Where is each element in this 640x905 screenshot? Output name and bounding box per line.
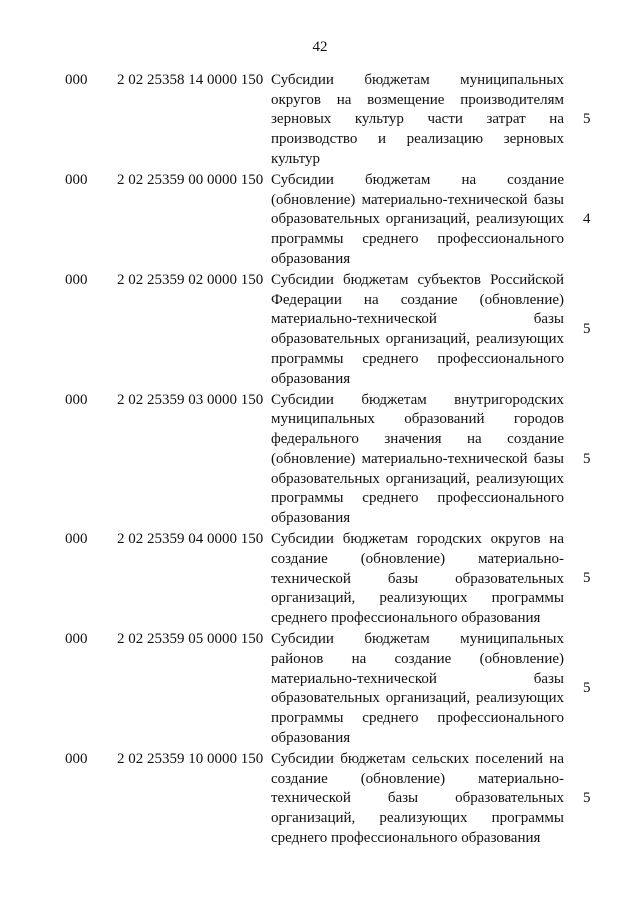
admin-code: 000 — [65, 72, 88, 88]
admin-code: 000 — [65, 750, 88, 767]
admin-code: 000 — [65, 631, 88, 648]
page-number: 42 — [312, 39, 328, 55]
amount-value: 5 — [583, 570, 591, 587]
amount-value: 5 — [583, 450, 591, 467]
income-description: Субсидии бюджетам на создание (обновление) материально-технической базы образовательных организаций, реализующих программы среднего профессионального образования — [271, 172, 564, 267]
table-row — [0, 530, 640, 629]
income-description: Субсидии бюджетам субъектов Российской Федерации на создание (обновление) материально-технической базы образовательных организаций, реализующих программы среднего профессионального образования — [271, 272, 564, 387]
budget-classification-code: 2 02 25359 03 0000 150 — [117, 391, 264, 408]
income-description: Субсидии бюджетам муниципальных округов на возмещение производителям зерновых культур части затрат на производство и реализацию зерновых культур — [271, 72, 564, 167]
budget-classification-code: 2 02 25359 10 0000 150 — [117, 750, 264, 767]
amount-value: 5 — [583, 680, 591, 697]
income-description: Субсидии бюджетам муниципальных районов на создание (обновление) материально-технической базы образовательных организаций, реализующих программы среднего профессионального образования — [271, 631, 564, 746]
amount-value: 5 — [583, 111, 591, 128]
admin-code: 000 — [65, 172, 88, 189]
income-description: Субсидии бюджетам внутригородских муниципальных образований городов федерального значения на создание (обновление) материально-технической базы образовательных организаций, реализующих программы среднего профессионального образования — [271, 391, 564, 526]
admin-code: 000 — [65, 391, 88, 408]
amount-value: 5 — [583, 790, 591, 807]
income-description: Субсидии бюджетам городских округов на создание (обновление) материально-технической базы образовательных организаций, реализующих программы среднего профессионального образования — [271, 531, 564, 626]
budget-classification-code: 2 02 25359 04 0000 150 — [117, 531, 264, 548]
budget-classification-code: 2 02 25359 02 0000 150 — [117, 272, 264, 289]
table-row — [0, 630, 640, 748]
budget-code-table — [0, 71, 640, 850]
income-description: Субсидии бюджетам сельских поселений на создание (обновление) материально-технической базы образовательных организаций, реализующих программы среднего профессионального образования — [271, 750, 564, 846]
budget-classification-code: 2 02 25358 14 0000 150 — [117, 72, 264, 88]
table-row — [0, 271, 640, 389]
admin-code: 000 — [65, 272, 88, 289]
amount-value: 4 — [583, 211, 591, 228]
admin-code: 000 — [65, 531, 88, 548]
budget-classification-code: 2 02 25359 05 0000 150 — [117, 631, 264, 648]
amount-value: 5 — [583, 321, 591, 338]
budget-classification-code: 2 02 25359 00 0000 150 — [117, 172, 264, 189]
table-row — [0, 750, 640, 849]
table-row — [0, 391, 640, 529]
table-row — [0, 71, 640, 170]
table-row — [0, 171, 640, 270]
